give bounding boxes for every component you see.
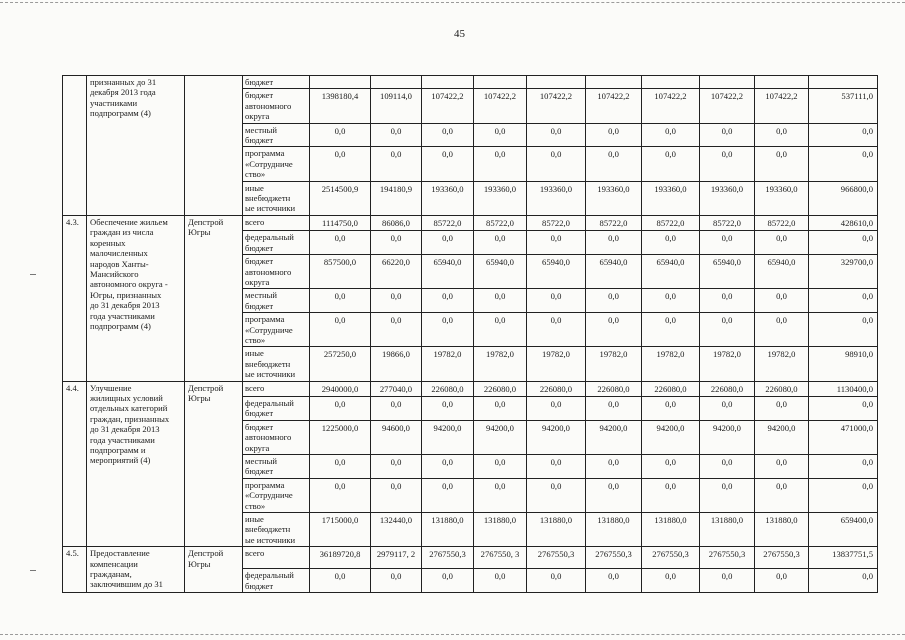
amount-cell: 85722,0 (755, 215, 809, 230)
amount-cell: 0,0 (642, 147, 700, 181)
amount-cell: 0,0 (371, 396, 422, 420)
amount-cell: 0,0 (422, 478, 474, 512)
amount-cell: 65940,0 (755, 255, 809, 289)
item-name: Предоставление компенсации гражданам, заключившим до 31 (87, 547, 185, 593)
amount-cell: 0,0 (809, 231, 878, 255)
amount-cell: 0,0 (474, 313, 527, 347)
amount-cell: 226080,0 (527, 381, 586, 396)
amount-cell: 94200,0 (642, 420, 700, 454)
amount-cell: 94200,0 (700, 420, 755, 454)
amount-cell: 0,0 (474, 396, 527, 420)
amount-cell: 226080,0 (642, 381, 700, 396)
amount-cell (527, 76, 586, 89)
amount-cell: 0,0 (371, 313, 422, 347)
amount-cell (700, 76, 755, 89)
amount-cell: 0,0 (755, 313, 809, 347)
amount-cell: 107422,2 (527, 89, 586, 123)
amount-cell: 0,0 (586, 289, 642, 313)
funding-source: бюджет автономного округа (243, 420, 310, 454)
amount-cell: 277040,0 (371, 381, 422, 396)
amount-cell: 85722,0 (700, 215, 755, 230)
amount-cell: 0,0 (310, 455, 371, 479)
amount-cell: 2767550, 3 (474, 547, 527, 569)
amount-cell: 19782,0 (755, 347, 809, 381)
amount-cell: 85722,0 (586, 215, 642, 230)
amount-cell: 0,0 (700, 569, 755, 593)
table-row (63, 547, 878, 569)
amount-cell: 0,0 (474, 123, 527, 147)
amount-cell: 0,0 (755, 478, 809, 512)
amount-cell: 2767550,3 (755, 547, 809, 569)
amount-cell: 0,0 (809, 147, 878, 181)
item-executor: Депстрой Югры (185, 547, 243, 593)
amount-cell: 329700,0 (809, 255, 878, 289)
item-name: признанных до 31 декабря 2013 года участниками подпрограмм (4) (87, 76, 185, 216)
margin-mark (30, 570, 36, 571)
amount-cell: 2940000,0 (310, 381, 371, 396)
amount-cell: 107422,2 (755, 89, 809, 123)
amount-cell: 109114,0 (371, 89, 422, 123)
amount-cell: 65940,0 (422, 255, 474, 289)
amount-cell: 86086,0 (371, 215, 422, 230)
amount-cell: 1130400,0 (809, 381, 878, 396)
amount-cell: 257250,0 (310, 347, 371, 381)
amount-cell: 0,0 (642, 478, 700, 512)
amount-cell: 65940,0 (642, 255, 700, 289)
amount-cell: 0,0 (755, 396, 809, 420)
amount-cell: 193360,0 (642, 181, 700, 215)
amount-cell: 226080,0 (700, 381, 755, 396)
item-name: Обеспечение жильем граждан из числа коренных малочисленных народов Ханты- Мансийского автономного округа - Югры, признанных до 31 декабря 2013 года участниками подпрограмм (4) (87, 215, 185, 381)
item-number: 4.3. (63, 215, 87, 381)
amount-cell (586, 76, 642, 89)
funding-source: иные внебюджетн ые источники (243, 513, 310, 547)
amount-cell: 226080,0 (422, 381, 474, 396)
funding-source: всего (243, 381, 310, 396)
amount-cell (755, 76, 809, 89)
amount-cell: 0,0 (642, 569, 700, 593)
amount-cell: 0,0 (474, 147, 527, 181)
margin-mark (30, 274, 36, 275)
amount-cell: 131880,0 (422, 513, 474, 547)
amount-cell: 0,0 (371, 289, 422, 313)
amount-cell: 0,0 (310, 147, 371, 181)
amount-cell: 0,0 (700, 123, 755, 147)
amount-cell: 0,0 (422, 396, 474, 420)
amount-cell: 0,0 (310, 123, 371, 147)
amount-cell: 0,0 (586, 478, 642, 512)
amount-cell (422, 76, 474, 89)
amount-cell: 1398180,4 (310, 89, 371, 123)
amount-cell: 226080,0 (474, 381, 527, 396)
amount-cell: 0,0 (310, 289, 371, 313)
amount-cell: 0,0 (527, 231, 586, 255)
amount-cell: 0,0 (642, 313, 700, 347)
amount-cell: 0,0 (527, 478, 586, 512)
amount-cell: 0,0 (371, 478, 422, 512)
amount-cell: 85722,0 (474, 215, 527, 230)
funding-source: программа «Сотрудниче ство» (243, 147, 310, 181)
amount-cell (310, 76, 371, 89)
amount-cell: 0,0 (422, 455, 474, 479)
amount-cell: 0,0 (474, 231, 527, 255)
amount-cell: 0,0 (371, 455, 422, 479)
budget-table (62, 75, 878, 593)
amount-cell: 0,0 (310, 396, 371, 420)
amount-cell: 0,0 (422, 123, 474, 147)
table-row (63, 215, 878, 230)
amount-cell: 0,0 (310, 313, 371, 347)
amount-cell: 0,0 (586, 231, 642, 255)
amount-cell: 0,0 (310, 478, 371, 512)
amount-cell: 193360,0 (700, 181, 755, 215)
amount-cell: 1225000,0 (310, 420, 371, 454)
funding-source: бюджет автономного округа (243, 255, 310, 289)
amount-cell: 131880,0 (527, 513, 586, 547)
amount-cell: 107422,2 (642, 89, 700, 123)
amount-cell: 131880,0 (586, 513, 642, 547)
funding-source: всего (243, 215, 310, 230)
amount-cell: 659400,0 (809, 513, 878, 547)
amount-cell: 0,0 (586, 396, 642, 420)
item-name: Улучшение жилищных условий отдельных категорий граждан, признанных до 31 декабря 2013 года участниками подпрограмм и мероприятий (4) (87, 381, 185, 547)
funding-source: местный бюджет (243, 289, 310, 313)
amount-cell: 0,0 (422, 569, 474, 593)
amount-cell (371, 76, 422, 89)
amount-cell: 0,0 (527, 455, 586, 479)
amount-cell: 19782,0 (642, 347, 700, 381)
amount-cell: 2767550,3 (700, 547, 755, 569)
amount-cell: 0,0 (310, 569, 371, 593)
amount-cell: 0,0 (527, 569, 586, 593)
amount-cell: 537111,0 (809, 89, 878, 123)
amount-cell: 66220,0 (371, 255, 422, 289)
amount-cell: 36189720,8 (310, 547, 371, 569)
amount-cell: 85722,0 (527, 215, 586, 230)
amount-cell: 13837751,5 (809, 547, 878, 569)
amount-cell: 0,0 (527, 123, 586, 147)
amount-cell: 193360,0 (422, 181, 474, 215)
amount-cell: 193360,0 (474, 181, 527, 215)
funding-source: федеральный бюджет (243, 396, 310, 420)
amount-cell (642, 76, 700, 89)
amount-cell: 19782,0 (700, 347, 755, 381)
amount-cell: 0,0 (586, 455, 642, 479)
amount-cell: 0,0 (809, 396, 878, 420)
amount-cell: 19782,0 (586, 347, 642, 381)
amount-cell: 0,0 (310, 231, 371, 255)
amount-cell: 0,0 (809, 478, 878, 512)
item-executor: Депстрой Югры (185, 381, 243, 547)
funding-source: федеральный бюджет (243, 569, 310, 593)
amount-cell: 471000,0 (809, 420, 878, 454)
amount-cell: 19782,0 (474, 347, 527, 381)
amount-cell: 2767550,3 (527, 547, 586, 569)
amount-cell: 0,0 (642, 455, 700, 479)
amount-cell: 0,0 (809, 289, 878, 313)
funding-source: бюджет автономного округа (243, 89, 310, 123)
amount-cell: 19866,0 (371, 347, 422, 381)
funding-source: местный бюджет (243, 123, 310, 147)
amount-cell: 0,0 (371, 569, 422, 593)
amount-cell: 0,0 (474, 289, 527, 313)
amount-cell: 0,0 (642, 396, 700, 420)
amount-cell: 65940,0 (527, 255, 586, 289)
scan-bottom-edge (0, 634, 905, 635)
amount-cell: 94600,0 (371, 420, 422, 454)
funding-source: местный бюджет (243, 455, 310, 479)
amount-cell: 0,0 (474, 455, 527, 479)
amount-cell: 0,0 (755, 569, 809, 593)
amount-cell: 19782,0 (527, 347, 586, 381)
funding-source: иные внебюджетн ые источники (243, 181, 310, 215)
amount-cell: 65940,0 (700, 255, 755, 289)
amount-cell: 1114750,0 (310, 215, 371, 230)
amount-cell: 131880,0 (755, 513, 809, 547)
amount-cell: 65940,0 (474, 255, 527, 289)
amount-cell: 0,0 (809, 569, 878, 593)
amount-cell: 2514500,9 (310, 181, 371, 215)
amount-cell: 131880,0 (474, 513, 527, 547)
amount-cell: 0,0 (642, 231, 700, 255)
amount-cell: 107422,2 (586, 89, 642, 123)
amount-cell: 0,0 (422, 231, 474, 255)
amount-cell: 0,0 (700, 455, 755, 479)
amount-cell: 0,0 (586, 569, 642, 593)
scan-top-edge (0, 2, 905, 3)
amount-cell: 0,0 (700, 147, 755, 181)
amount-cell: 0,0 (755, 289, 809, 313)
amount-cell: 0,0 (527, 289, 586, 313)
amount-cell: 193360,0 (755, 181, 809, 215)
amount-cell: 194180,9 (371, 181, 422, 215)
amount-cell: 94200,0 (527, 420, 586, 454)
amount-cell: 2979117, 2 (371, 547, 422, 569)
amount-cell: 131880,0 (642, 513, 700, 547)
amount-cell: 0,0 (700, 396, 755, 420)
amount-cell: 0,0 (527, 396, 586, 420)
amount-cell: 193360,0 (527, 181, 586, 215)
item-number: 4.4. (63, 381, 87, 547)
amount-cell: 0,0 (422, 313, 474, 347)
amount-cell: 107422,2 (422, 89, 474, 123)
amount-cell: 94200,0 (422, 420, 474, 454)
funding-source: программа «Сотрудниче ство» (243, 313, 310, 347)
amount-cell: 94200,0 (474, 420, 527, 454)
amount-cell: 19782,0 (422, 347, 474, 381)
amount-cell: 0,0 (700, 313, 755, 347)
item-number: 4.5. (63, 547, 87, 593)
amount-cell: 94200,0 (755, 420, 809, 454)
amount-cell: 0,0 (422, 289, 474, 313)
amount-cell: 193360,0 (586, 181, 642, 215)
amount-cell: 0,0 (755, 147, 809, 181)
amount-cell (474, 76, 527, 89)
amount-cell: 0,0 (527, 313, 586, 347)
amount-cell: 428610,0 (809, 215, 878, 230)
table-row (63, 76, 878, 89)
amount-cell: 132440,0 (371, 513, 422, 547)
amount-cell: 107422,2 (474, 89, 527, 123)
amount-cell: 0,0 (371, 147, 422, 181)
amount-cell: 0,0 (474, 478, 527, 512)
funding-source: бюджет (243, 76, 310, 89)
amount-cell: 0,0 (700, 478, 755, 512)
funding-source: всего (243, 547, 310, 569)
amount-cell: 1715000,0 (310, 513, 371, 547)
amount-cell: 2767550,3 (586, 547, 642, 569)
page-number: 45 (454, 28, 465, 40)
amount-cell: 2767550,3 (422, 547, 474, 569)
amount-cell: 0,0 (527, 147, 586, 181)
amount-cell: 0,0 (755, 455, 809, 479)
amount-cell: 857500,0 (310, 255, 371, 289)
amount-cell: 98910,0 (809, 347, 878, 381)
amount-cell: 0,0 (586, 123, 642, 147)
amount-cell: 0,0 (586, 147, 642, 181)
funding-source: программа «Сотрудниче ство» (243, 478, 310, 512)
amount-cell: 107422,2 (700, 89, 755, 123)
amount-cell: 966800,0 (809, 181, 878, 215)
amount-cell: 0,0 (755, 123, 809, 147)
amount-cell: 226080,0 (586, 381, 642, 396)
amount-cell: 85722,0 (422, 215, 474, 230)
table-body (63, 76, 878, 593)
amount-cell: 65940,0 (586, 255, 642, 289)
funding-source: федеральный бюджет (243, 231, 310, 255)
funding-source: иные внебюджетн ые источники (243, 347, 310, 381)
amount-cell: 0,0 (642, 123, 700, 147)
item-number (63, 76, 87, 216)
amount-cell: 0,0 (809, 123, 878, 147)
table-row (63, 381, 878, 396)
amount-cell: 0,0 (474, 569, 527, 593)
amount-cell: 0,0 (700, 231, 755, 255)
amount-cell: 0,0 (586, 313, 642, 347)
item-executor (185, 76, 243, 216)
amount-cell (809, 76, 878, 89)
item-executor: Депстрой Югры (185, 215, 243, 381)
amount-cell: 94200,0 (586, 420, 642, 454)
amount-cell: 0,0 (755, 231, 809, 255)
amount-cell: 0,0 (809, 455, 878, 479)
amount-cell: 226080,0 (755, 381, 809, 396)
amount-cell: 0,0 (700, 289, 755, 313)
amount-cell: 0,0 (371, 231, 422, 255)
amount-cell: 85722,0 (642, 215, 700, 230)
amount-cell: 0,0 (809, 313, 878, 347)
amount-cell: 131880,0 (700, 513, 755, 547)
amount-cell: 0,0 (422, 147, 474, 181)
amount-cell: 2767550,3 (642, 547, 700, 569)
amount-cell: 0,0 (371, 123, 422, 147)
amount-cell: 0,0 (642, 289, 700, 313)
